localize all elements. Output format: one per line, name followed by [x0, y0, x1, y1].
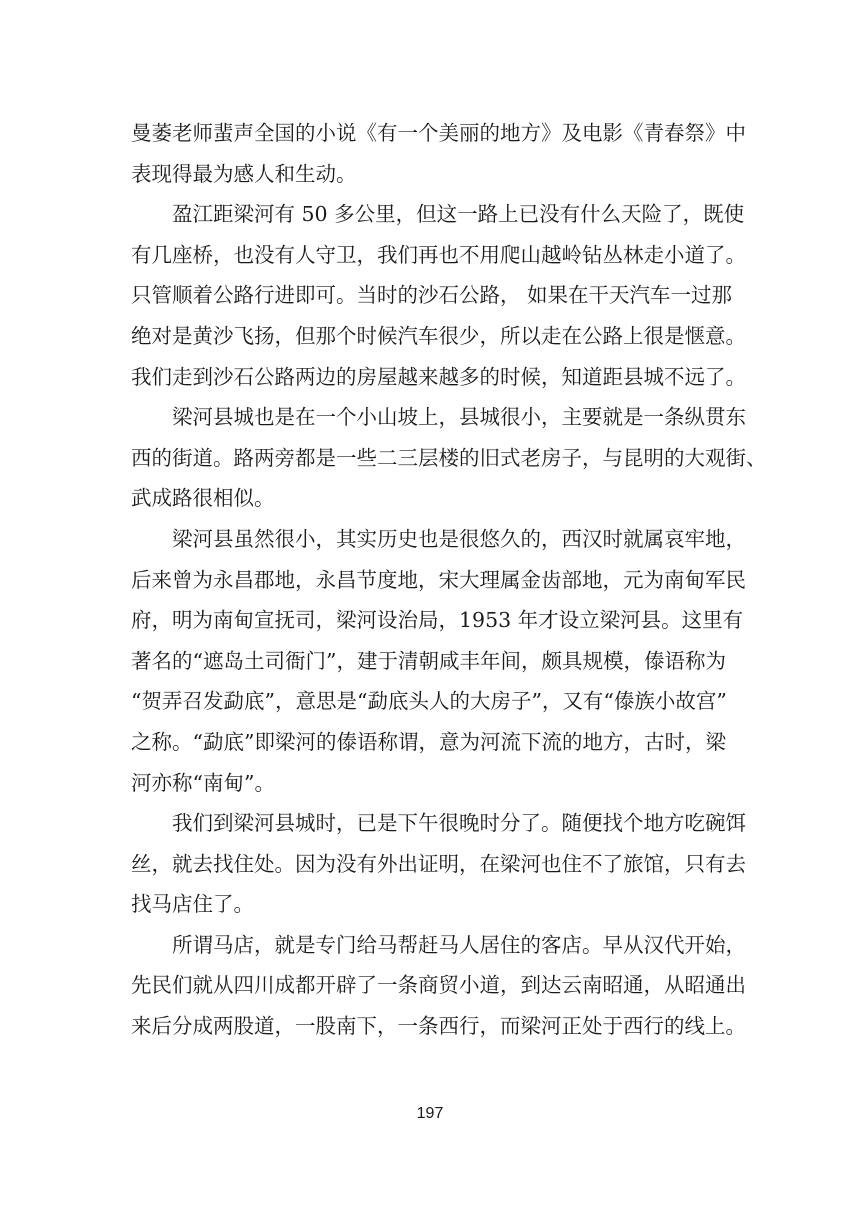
- text-line: 我们走到沙石公路两边的房屋越来越多的时候，知道距县城不远了。: [131, 364, 746, 389]
- paragraph: [131, 397, 767, 519]
- text-line: 河亦称“南甸”。: [131, 770, 275, 795]
- text-line: 先民们就从四川成都开辟了一条商贸小道，到达云南昭通，从昭通出: [131, 973, 746, 998]
- paragraph: [131, 519, 746, 803]
- paragraph: [131, 803, 746, 925]
- text-line: 丝，就去找住处。因为没有外出证明，在梁河也住不了旅馆，只有去: [131, 851, 746, 876]
- text-line: 盈江距梁河有 50 多公里，但这一路上已没有什么天险了，既使: [172, 202, 745, 227]
- paragraph: [131, 113, 746, 194]
- text-line: 表现得最为感人和生动。: [131, 161, 357, 186]
- body-text: [131, 113, 767, 1047]
- text-line: 我们到梁河县城时，已是下午很晚时分了。随便找个地方吃碗饵: [172, 811, 746, 836]
- text-line: 后来曾为永昌郡地，永昌节度地，宋大理属金齿部地，元为南甸军民: [131, 567, 746, 592]
- text-line: 绝对是黄沙飞扬，但那个时候汽车很少，所以走在公路上很是惬意。: [131, 323, 746, 348]
- text-line: 西的街道。路两旁都是一些二三层楼的旧式老房子，与昆明的大观街、: [131, 445, 767, 470]
- text-line: “贺弄召发勐底”，意思是“勐底头人的大房子”，又有“傣族小故宫”: [131, 689, 727, 714]
- text-line: 府，明为南甸宣抚司，梁河设治局，1953 年才设立梁河县。这里有: [131, 608, 744, 633]
- text-line: 武成路很相似。: [131, 486, 275, 511]
- text-line: 著名的“遮岛土司衙门”，建于清朝咸丰年间，颇具规模，傣语称为: [131, 648, 726, 673]
- text-line: 梁河县城也是在一个小山坡上，县城很小，主要就是一条纵贯东: [172, 405, 746, 430]
- text-line: 只管顺着公路行进即可。当时的沙石公路， 如果在干天汽车一过那: [131, 283, 733, 308]
- text-line: 所谓马店，就是专门给马帮赶马人居住的客店。早从汉代开始，: [172, 932, 746, 957]
- text-line: 曼萎老师蜚声全国的小说《有一个美丽的地方》及电影《青春祭》中: [131, 121, 746, 145]
- paragraph: [131, 925, 746, 1047]
- text-line: 梁河县虽然很小，其实历史也是很悠久的，西汉时就属哀牢地，: [172, 526, 746, 551]
- text-line: 有几座桥，也没有人守卫，我们再也不用爬山越岭钻丛林走小道了。: [131, 242, 746, 267]
- paragraph: [131, 194, 746, 397]
- page-number: 197: [416, 1105, 444, 1122]
- text-line: 之称。“勐底”即梁河的傣语称谓，意为河流下流的地方，古时，梁: [131, 729, 726, 754]
- text-line: 来后分成两股道，一股南下，一条西行，而梁河正处于西行的线上。: [131, 1014, 746, 1039]
- text-line: 找马店住了。: [131, 892, 254, 917]
